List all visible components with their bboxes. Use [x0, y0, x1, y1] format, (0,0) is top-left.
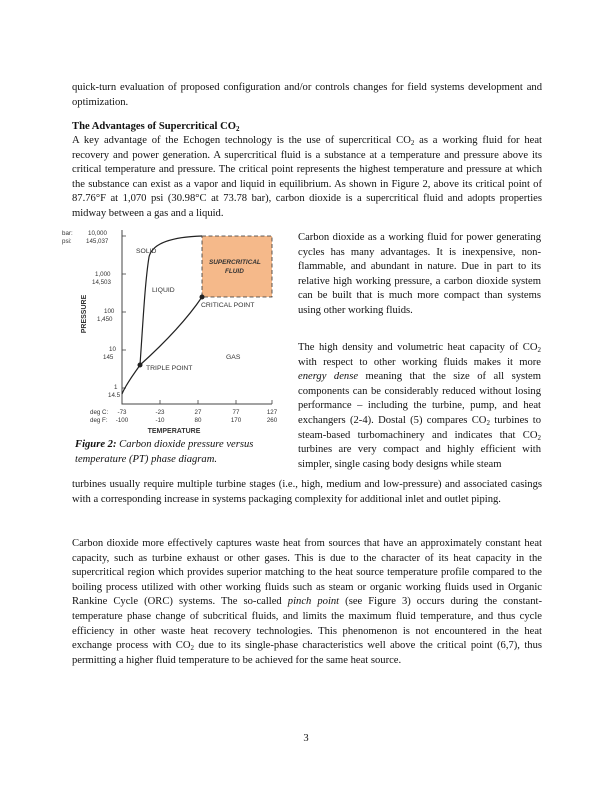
x-tick-c-3: 77 [232, 409, 240, 416]
triple-point-marker [138, 363, 143, 368]
y-tick-psi-3: 145 [103, 354, 114, 361]
x-tick-c-1: -23 [155, 409, 165, 416]
y-tick-bar-4: 1 [114, 384, 118, 391]
x-tick-c-0: -73 [117, 409, 127, 416]
y-tick-bar-1: 1,000 [95, 271, 111, 278]
section-heading: The Advantages of Supercritical $CO_2$ [72, 121, 240, 133]
x-tick-f-3: 170 [230, 417, 242, 424]
melting-curve [140, 236, 202, 365]
label-solid: SOLID [136, 248, 157, 255]
label-triple-point: TRIPLE POINT [146, 365, 193, 372]
supercritical-region [202, 236, 272, 297]
x-tick-f-1: -10 [155, 417, 165, 424]
x-tick-f-2: 80 [194, 417, 202, 424]
x-tick-f-0: -100 [115, 417, 129, 424]
y-axis-label: PRESSURE [81, 294, 88, 334]
paragraph-energy-density-cont: turbines usually require multiple turbine stages (i.e., high, medium and low-pressure) and associated casings with a corresponding increase in systems packaging complexity for additional inlet and outlet piping. [72, 479, 542, 505]
vaporization-curve [140, 297, 202, 365]
figure-caption: Figure 2: Carbon dioxide pressure versus temperature (PT) phase diagram. [75, 439, 254, 465]
paragraph-advantages: Carbon dioxide as a working fluid for power generating cycles has many advantages. It is inexpensive, non-flammable, and abundant in nature. Due in part to its relative high working pressure, a carbon dioxide system can be built that is much more compact than systems using other working fluids. [298, 232, 541, 316]
paragraph-energy-density: The high density and volumetric heat capacity of $CO_2$ with respect to other working fluids makes it more energy dense meaning that the size of all system components can be considerably reduced without losing performance – including the turbine, pump, and heat exchangers (2-4). Dostal (5) compares $CO_2$ turbines to steam-based turbomachinery and indicates that $CO_2$ turbines are very compact and highly efficient with simpler, single casing body designs while steam [298, 342, 541, 470]
x-unit-f: deg F: [90, 417, 108, 424]
x-axis-label: TEMPERATURE [147, 428, 201, 435]
sublimation-curve [122, 365, 140, 394]
y-tick-bar-0: 10,000 [88, 230, 107, 237]
x-unit-c: deg C: [90, 409, 109, 416]
paragraph-intro-cont: quick-turn evaluation of proposed configuration and/or controls changes for field systems development and optimization. [72, 82, 542, 108]
phase-diagram-figure [60, 222, 292, 464]
y-unit-bar: bar: [62, 230, 73, 237]
y-tick-psi-4: 14.5 [108, 392, 121, 399]
y-tick-psi-2: 1,450 [97, 316, 113, 323]
page-number: 3 [303, 733, 309, 744]
label-fluid: FLUID [225, 268, 244, 275]
paragraph-heat-capacity: Carbon dioxide more effectively captures waste heat from sources that have an approximately constant heat capacity, such as turbine exhaust or other gases. This is due to the character of its heat capacity in the supercritical region which provides superior matching to the heat source temperature profile compared to the boiling process utilized with other working fluids such as steam or organic working fluids used in Organic Rankine Cycle (ORC) systems. The so-called pinch point (see Figure 3) occurs during the constant-temperature phase change of subcritical fluids, and limits the maximum fluid temperature, and thus cycle efficiency in other waste heat recovery technologies. This phenomenon is not encountered in the heat exchange process with $CO_2$ due to its single-phase characteristics well above the critical point (6,7), thus permitting a higher fluid temperature to be achieved for the same heat source. [72, 538, 542, 666]
label-supercritical: SUPERCRITICAL [209, 259, 261, 266]
y-tick-psi-1: 14,503 [92, 279, 111, 286]
x-tick-c-4: 127 [266, 409, 278, 416]
y-unit-psi: psi: [62, 238, 72, 245]
label-gas: GAS [226, 354, 241, 361]
paragraph-supercritical: A key advantage of the Echogen technology is the use of supercritical $CO_2$ as a working fluid for heat recovery and power generation. A supercritical fluid is a substance at a temperature and pressure above its critical temperature and pressure. The critical point represents the highest temperature and pressure at which the substance can exist as a vapor and liquid in equilibrium. As shown in Figure 2, above its critical point of 87.76°F at 1,070 psi (30.98°C at 73.78 bar), carbon dioxide is a supercritical fluid and adopts properties midway between a gas and a liquid. [72, 135, 542, 219]
x-tick-c-2: 27 [194, 409, 202, 416]
y-tick-bar-2: 100 [104, 308, 115, 315]
y-tick-psi-0: 145,037 [86, 238, 109, 245]
x-tick-f-4: 260 [266, 417, 278, 424]
label-liquid: LIQUID [152, 287, 175, 294]
y-tick-bar-3: 10 [109, 346, 116, 353]
critical-point-marker [200, 295, 205, 300]
label-critical-point: CRITICAL POINT [201, 302, 255, 309]
